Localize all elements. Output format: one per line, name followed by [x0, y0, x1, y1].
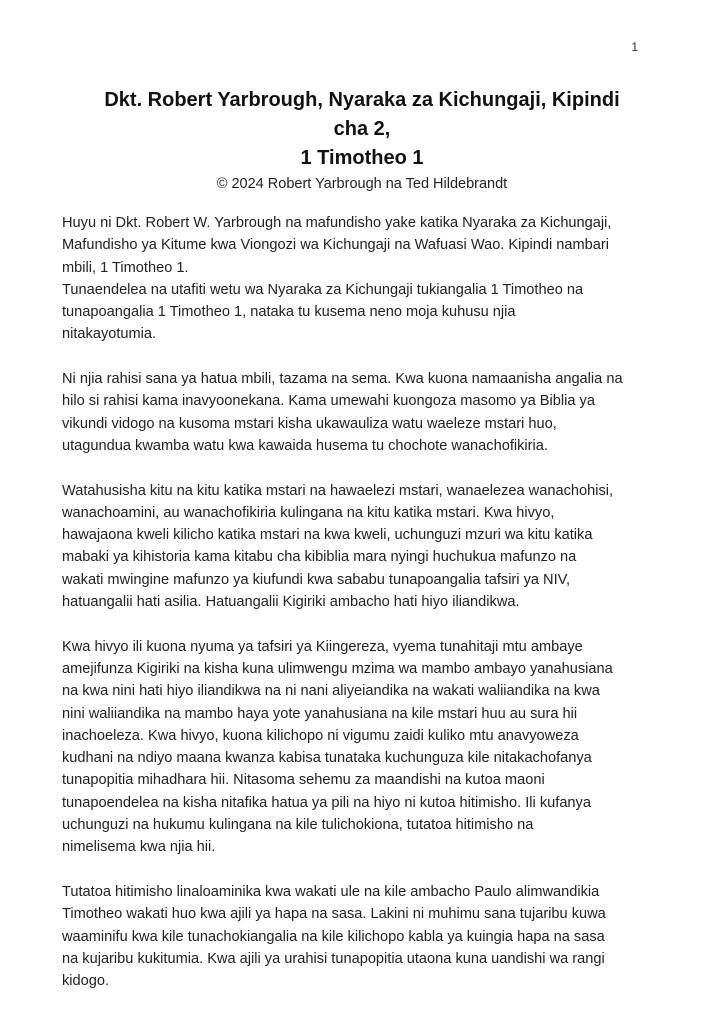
- text-line: vikundi vidogo na kusoma mstari kisha ukawauliza watu waeleze mstari huo,: [62, 415, 557, 432]
- text-line: tunapoangalia 1 Timotheo 1, nataka tu kusema neno moja kuhusu njia: [62, 304, 516, 321]
- text-line: utagundua kwamba watu kwa kawaida husema tu chochote wanachofikiria.: [62, 437, 548, 454]
- text-line: wakati mwingine mafunzo ya kiufundi kwa sababu tunapoangalia tafsiri ya NIV,: [62, 571, 571, 588]
- document-title: [62, 86, 662, 173]
- text-line: hilo si rahisi kama inavyoonekana. Kama umewahi kuongoza masomo ya Biblia ya: [62, 393, 595, 410]
- text-line: nini waliiandika na mambo haya yote yanahusiana na kile mstari huu au sura hii: [62, 705, 578, 722]
- title-line-2: cha 2,: [333, 118, 391, 140]
- text-line: Tutatoa hitimisho linaloaminika kwa wakati ule na kile ambacho Paulo alimwandikia: [62, 883, 600, 900]
- copyright-line: © 2024 Robert Yarbrough na Ted Hildebrandt: [216, 176, 508, 192]
- paragraph: [62, 368, 682, 457]
- text-line: Kwa hivyo ili kuona nyuma ya tafsiri ya Kiingereza, vyema tunahitaji mtu ambaye: [62, 638, 583, 655]
- text-line: uchunguzi na hukumu kulingana na kile tulichokiona, tutatoa hitimisho na: [62, 817, 534, 834]
- text-line: Huyu ni Dkt. Robert W. Yarbrough na mafundisho yake katika Nyaraka za Kichungaji,: [62, 215, 612, 231]
- text-line: Tunaendelea na utafiti wetu wa Nyaraka za Kichungaji tukiangalia 1 Timotheo na: [62, 281, 584, 298]
- page-number: 1: [631, 40, 638, 54]
- text-line: hatuangalii hati asilia. Hatuangalii Kigiriki ambacho hati hiyo iliandikwa.: [62, 594, 520, 611]
- text-line: Watahusisha kitu na kitu katika mstari na hawaelezi mstari, wanaelezea wanachohisi,: [62, 482, 614, 499]
- text-line: Ni njia rahisi sana ya hatua mbili, tazama na sema. Kwa kuona namaanisha angalia na: [62, 371, 623, 388]
- paragraph: [62, 480, 682, 614]
- text-line: hawajaona kweli kilicho katika mstari na kwa kweli, uchunguzi mzuri wa kitu katika: [62, 527, 593, 544]
- text-line: inachoeleza. Kwa hivyo, kuona kilichopo ni vigumu zaidi kuliko mtu anavyoweza: [62, 727, 579, 744]
- text-line: wanachoamini, au wanachofikiria kulingana na kitu katika mstari. Kwa hivyo,: [62, 504, 555, 521]
- title-line-3: 1 Timotheo 1: [300, 147, 424, 169]
- paragraph: [62, 881, 682, 992]
- text-line: mbili, 1 Timotheo 1.: [62, 259, 189, 276]
- title-line-1: Dkt. Robert Yarbrough, Nyaraka za Kichungaji, Kipindi: [104, 89, 620, 111]
- paragraph: [62, 212, 682, 346]
- text-line: tunapopitia mihadhara hii. Nitasoma sehemu za maandishi na kutoa maoni: [62, 772, 545, 789]
- text-line: kudhani na ndiyo maana kwanza kabisa tunataka kuchunguza kile nitakachofanya: [62, 750, 592, 767]
- text-line: Mafundisho ya Kitume kwa Viongozi wa Kichungaji na Wafuasi Wao. Kipindi nambari: [62, 237, 610, 254]
- document-body: [62, 212, 682, 992]
- text-line: na kujaribu kukitumia. Kwa ajili ya urahisi tunapopitia utaona kuna uandishi wa rangi: [62, 950, 605, 967]
- text-line: na kwa nini hati hiyo iliandikwa na ni nani aliyeiandika na wakati waliiandika na kwa: [62, 683, 600, 700]
- text-line: tunapoendelea na kisha nitafika hatua ya pili na hiyo ni kutoa hitimisho. Ili kufanya: [62, 794, 591, 811]
- text-line: nitakayotumia.: [62, 326, 157, 343]
- text-line: kidogo.: [62, 973, 110, 990]
- text-line: waaminifu kwa kile tunachokiangalia na kile kilichopo kabla ya kuingia hapa na sasa: [62, 928, 605, 945]
- text-line: mabaki ya kihistoria kama kitabu cha kibiblia mara nyingi huchukua mafunzo na: [62, 549, 577, 566]
- text-line: Timotheo wakati huo kwa ajili ya hapa na sasa. Lakini ni muhimu sana tujaribu kuwa: [62, 906, 606, 923]
- paragraph: [62, 636, 682, 859]
- text-line: nimelisema kwa njia hii.: [62, 839, 216, 856]
- text-line: amejifunza Kigiriki na kisha kuna ulimwengu mzima wa mambo ambayo yanahusiana: [62, 660, 613, 677]
